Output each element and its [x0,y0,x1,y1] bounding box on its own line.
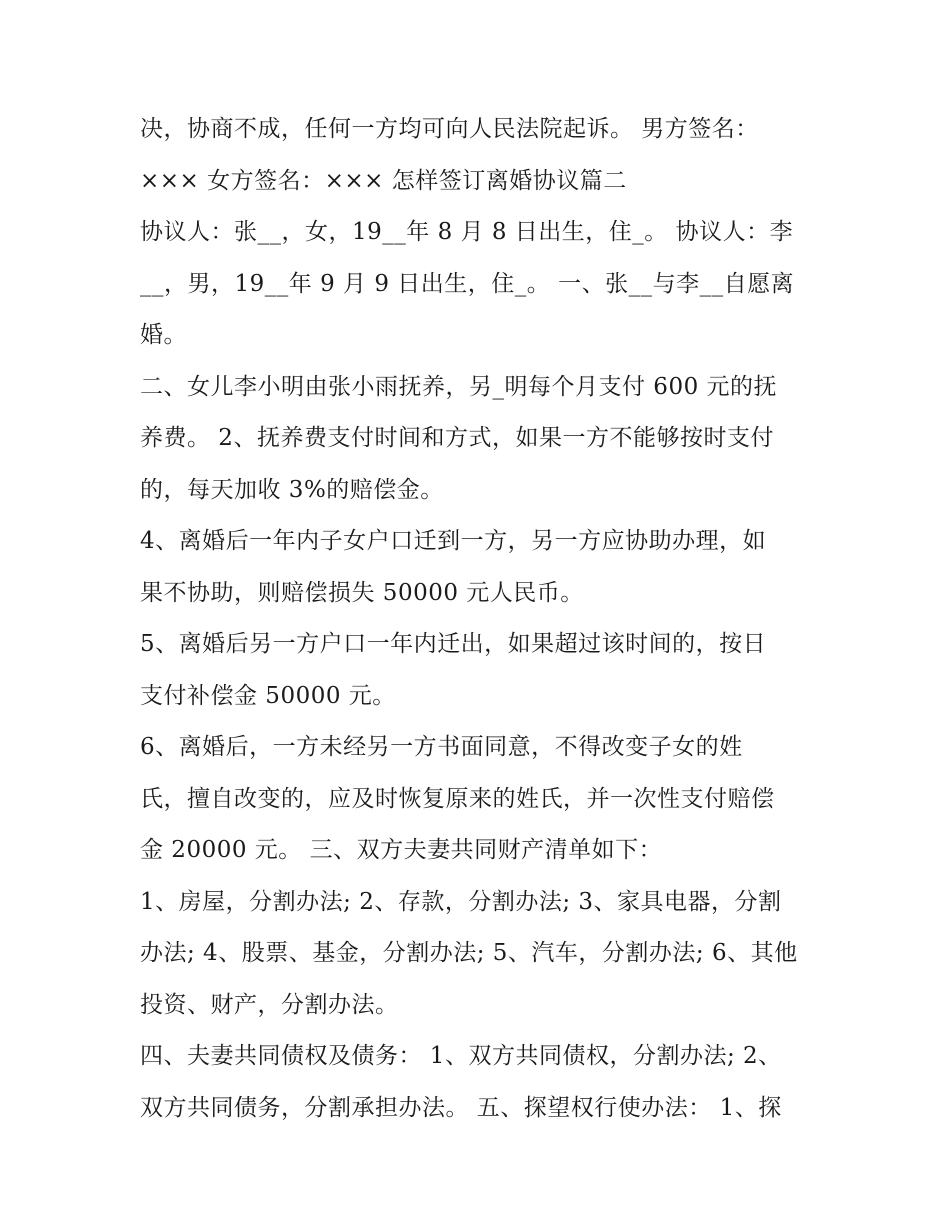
text-line: 双方共同债务，分割承担办法。 五、探望权行使办法： 1、探 [140,1094,782,1121]
text-line: 养费。 2、抚养费支付时间和方式，如果一方不能够按时支付 [140,425,774,451]
text-line: 四、夫妻共同债权及债务： 1、双方共同债权，分割办法; 2、 [140,1043,782,1069]
text-line: 支付补偿金 50000 元。 [140,682,396,709]
text-line: 决，协商不成，任何一方均可向人民法院起诉。 男方签名： [140,116,759,142]
text-line: 5、离婚后另一方户口一年内迁出，如果超过该时间的，按日 [140,631,767,657]
text-line: 的，每天加收 3%的赔偿金。 [140,476,444,503]
text-line: __，男，19__年 9 月 9 日出生，住_。 一、张__与李__自愿离 [140,270,795,297]
text-line: 氏，擅自改变的，应及时恢复原来的姓氏，并一次性支付赔偿 [140,785,775,812]
text-line: 4、离婚后一年内子女户口迁到一方，另一方应协助办理，如 [140,528,767,554]
text-line: 果不协助，则赔偿损失 50000 元人民币。 [140,579,584,606]
text-line: ××× 女方签名：××× 怎样签订离婚协议篇二 [140,167,627,194]
text-line: 协议人：张__，女，19__年 8 月 8 日出生，住_。 协议人：李 [140,219,794,245]
text-line: 金 20000 元。 三、双方夫妻共同财产清单如下： [140,837,663,863]
document-body [140,104,820,1134]
text-line: 投资、财产，分割办法。 [140,991,399,1018]
text-line: 二、女儿李小明由张小雨抚养，另_明每个月支付 600 元的抚 [140,373,778,400]
text-line: 办法; 4、股票、基金，分割办法; 5、汽车，分割办法; 6、其他 [140,940,798,966]
text-line: 1、房屋，分割办法; 2、存款，分割办法; 3、家具电器，分割 [140,888,782,915]
text-line: 6、离婚后，一方未经另一方书面同意，不得改变子女的姓 [140,734,743,760]
text-line: 婚。 [140,322,187,348]
